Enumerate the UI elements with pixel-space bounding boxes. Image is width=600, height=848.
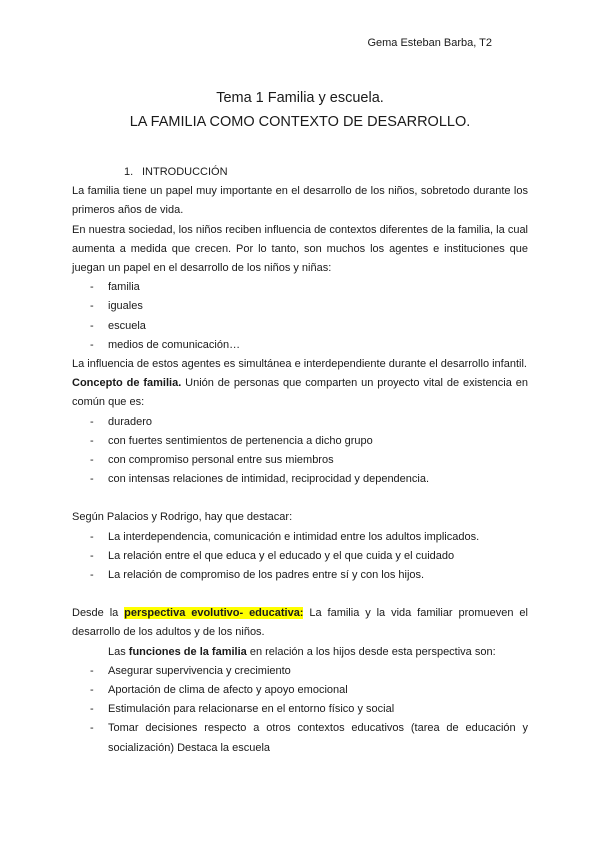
intro-paragraph-3: La influencia de estos agentes es simultánea e interdependiente durante el desarrollo infantil. (72, 358, 527, 371)
list-item: - La relación de compromiso de los padres entre sí y con los hijos. (72, 566, 528, 585)
list-item: - escuela (72, 317, 528, 336)
spacer (72, 585, 528, 604)
perspective-prefix: Desde la (72, 607, 125, 620)
list-item: - Estimulación para relacionarse en el entorno físico y social (72, 700, 528, 719)
list-item: - Aportación de clima de afecto y apoyo emocional (72, 681, 528, 700)
palacios-list (72, 528, 528, 586)
concept-list (72, 413, 528, 490)
topic-title: Tema 1 Familia y escuela. (216, 90, 384, 106)
agents-list (72, 278, 528, 355)
highlighted-term: perspectiva evolutivo- educativa: (124, 607, 304, 620)
list-item: - con intensas relaciones de intimidad, reciprocidad y dependencia. (72, 470, 528, 489)
section-heading (72, 163, 528, 182)
perspective-paragraph (72, 604, 528, 642)
document-title: LA FAMILIA COMO CONTEXTO DE DESARROLLO. (129, 114, 471, 130)
functions-list (72, 662, 528, 758)
list-item: - La interdependencia, comunicación e intimidad entre los adultos implicados. (72, 528, 528, 547)
intro-paragraph-2: En nuestra sociedad, los niños reciben influencia de contextos diferentes de la familia, la cual aumenta a medida que crecen. Por lo tanto, son muchos los agentes e instituciones que juegan un papel en el desarrollo de los niños y niñas: (72, 223, 528, 275)
concept-paragraph (72, 374, 528, 412)
section-number: 1. (124, 166, 134, 178)
spacer (72, 489, 528, 508)
list-item: - medios de comunicación… (72, 336, 528, 355)
list-item: - con compromiso personal entre sus miembros (72, 451, 528, 470)
document-body (72, 163, 528, 758)
functions-intro (72, 643, 528, 662)
list-item: - Asegurar supervivencia y crecimiento (72, 662, 528, 681)
list-item: - La relación entre el que educa y el educado y el que cuida y el cuidado (72, 547, 528, 566)
list-item: - con fuertes sentimientos de pertenencia a dicho grupo (72, 432, 528, 451)
palacios-intro: Según Palacios y Rodrigo, hay que destacar: (72, 511, 293, 524)
list-item: - familia (72, 278, 528, 297)
author-header: Gema Esteban Barba, T2 (367, 37, 492, 49)
functions-prefix: Las (108, 645, 129, 658)
functions-term: funciones de la familia (128, 645, 247, 658)
perspective-suffix: La familia y la vida familiar promueven el desarrollo de los adultos y de los niños. (72, 607, 528, 639)
list-item: - iguales (72, 297, 528, 316)
section-heading-text: INTRODUCCIÓN (142, 166, 228, 178)
list-item: - Tomar decisiones respecto a otros contextos educativos (tarea de educación y socialización) Destaca la escuela (72, 719, 528, 757)
list-item: - duradero (72, 413, 528, 432)
intro-paragraph-1: La familia tiene un papel muy importante en el desarrollo de los niños, sobretodo durante los primeros años de vida. (72, 185, 528, 217)
concept-term: Concepto de familia. (72, 377, 182, 390)
concept-definition: Unión de personas que comparten un proyecto vital de existencia en común que es: (72, 377, 528, 409)
functions-suffix: en relación a los hijos desde esta perspectiva son: (246, 645, 496, 658)
